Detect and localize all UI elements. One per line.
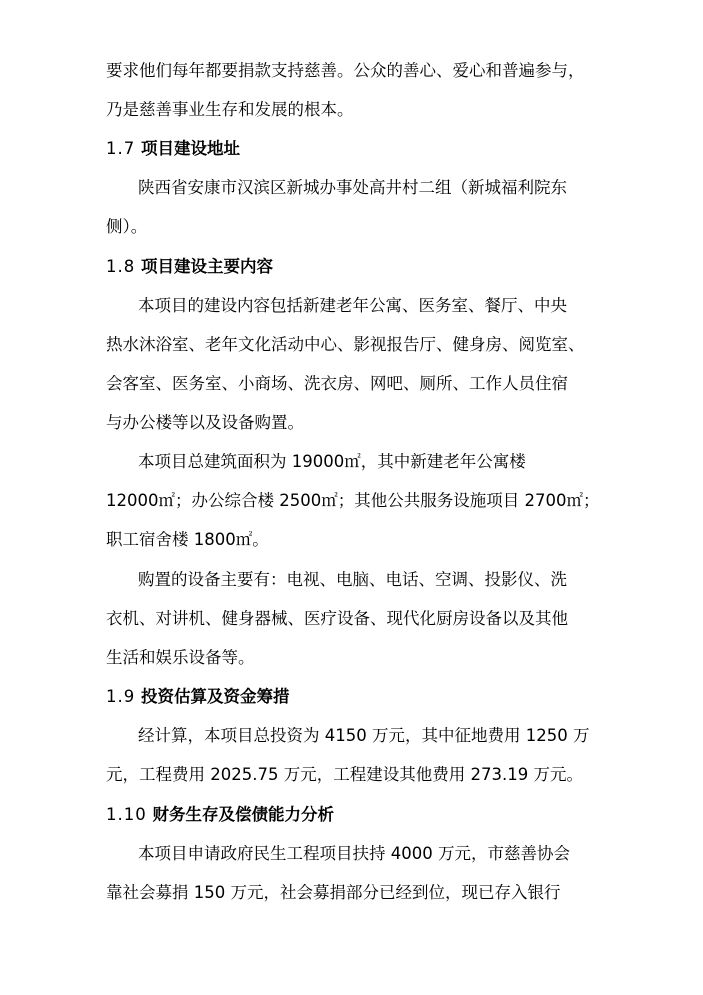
section-number: 1.10 [106,805,147,824]
paragraph-line: 热水沐浴室、老年文化活动中心、影视报告厅、健身房、阅览室、 [106,335,585,354]
section-number: 1.9 [106,687,136,706]
paragraph-line: 侧）。 [106,217,148,236]
paragraph-line: 本项目的建设内容包括新建老年公寓、医务室、餐厅、中央 [138,296,567,315]
section-heading-1-8 [106,256,273,278]
section-title: 项目建设地址 [141,139,240,158]
paragraph-line: 12000㎡；办公综合楼 2500㎡；其他公共服务设施项目 2700㎡； [106,491,600,510]
paragraph-line: 职工宿舍楼 1800㎡。 [106,530,269,549]
section-heading-1-10 [106,804,334,826]
section-title: 财务生存及偿债能力分析 [152,805,334,824]
paragraph-line: 经计算，本项目总投资为 4150 万元，其中征地费用 1250 万 [138,726,590,745]
paragraph-line: 陕西省安康市汉滨区新城办事处高井村二组（新城福利院东 [138,178,567,197]
paragraph-line: 要求他们每年都要捐款支持慈善。公众的善心、爱心和普遍参与， [106,61,585,80]
section-title: 投资估算及资金筹措 [141,687,290,706]
paragraph-line: 生活和娱乐设备等。 [106,648,255,667]
paragraph-line: 元，工程费用 2025.75 万元，工程建设其他费用 273.19 万元。 [106,765,583,784]
section-number: 1.7 [106,139,136,158]
paragraph-line: 购置的设备主要有：电视、电脑、电话、空调、投影仪、洗 [138,570,567,589]
paragraph-line: 会客室、医务室、小商场、洗衣房、网吧、厕所、工作人员住宿 [106,374,568,393]
paragraph-line: 与办公楼等以及设备购置。 [106,413,304,432]
paragraph-line: 本项目总建筑面积为 19000㎡，其中新建老年公寓楼 [138,452,526,471]
paragraph-line: 衣机、对讲机、健身器械、医疗设备、现代化厨房设备以及其他 [106,609,568,628]
section-title: 项目建设主要内容 [141,257,273,276]
paragraph-line: 本项目申请政府民生工程项目扶持 4000 万元，市慈善协会 [138,844,570,863]
section-heading-1-9 [106,686,290,708]
section-number: 1.8 [106,257,136,276]
paragraph-line: 乃是慈善事业生存和发展的根本。 [106,100,354,119]
paragraph-line: 靠社会募捐 150 万元，社会募捐部分已经到位，现已存入银行 [106,883,561,902]
section-heading-1-7 [106,138,240,160]
